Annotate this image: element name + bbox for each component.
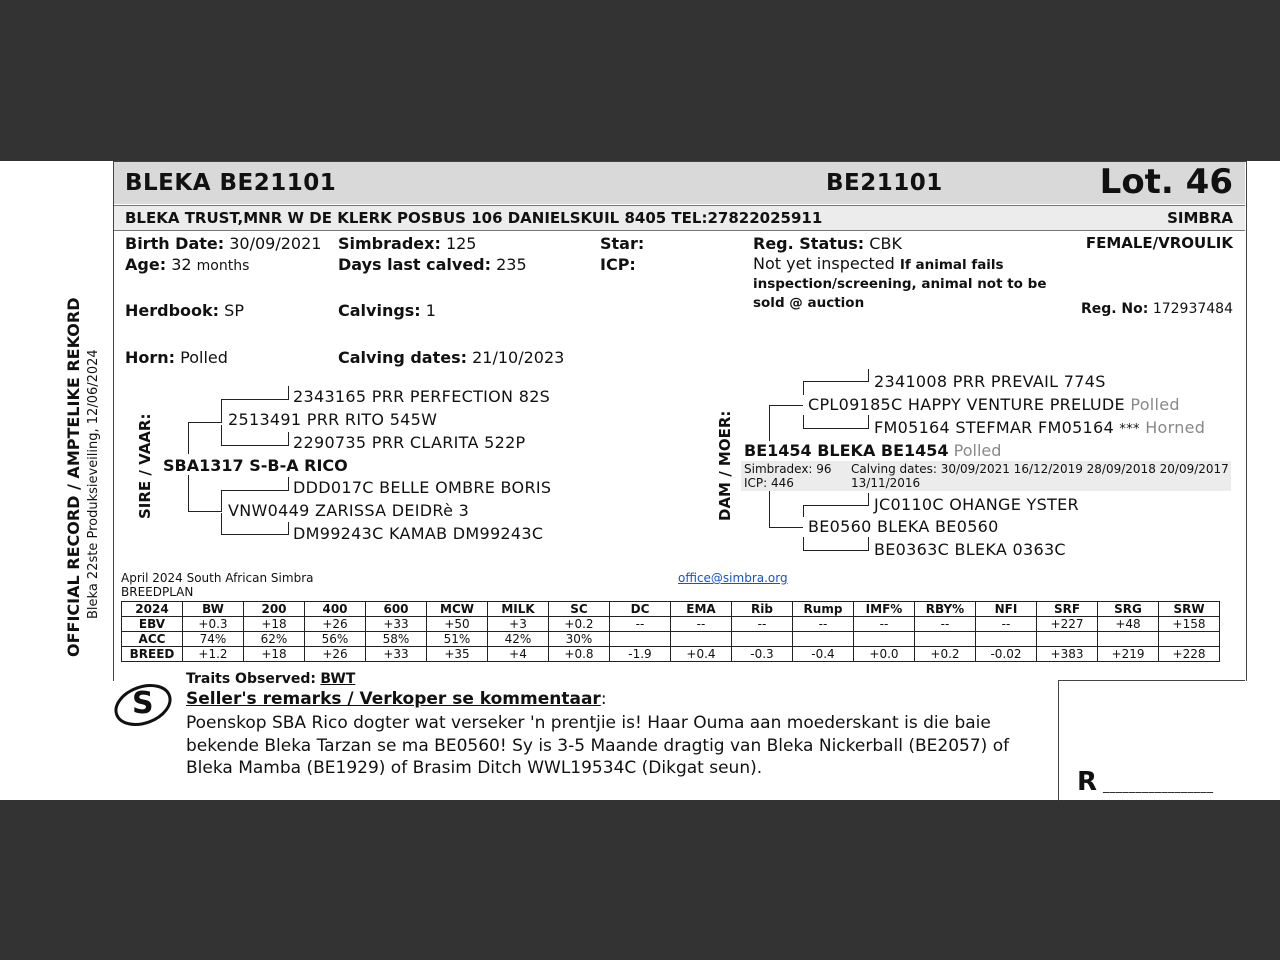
sire-side-label: SIRE / VAAR: bbox=[136, 413, 154, 519]
tree-line bbox=[288, 386, 289, 400]
dam-icp: ICP: 446 bbox=[744, 476, 794, 490]
ebv-cell: +0.2 bbox=[915, 647, 976, 662]
ebv-header-cell: IMF% bbox=[854, 602, 915, 617]
ebv-cell: -- bbox=[671, 617, 732, 632]
days-last-calved: Days last calved: 235 bbox=[338, 255, 527, 274]
ebv-cell: +1.2 bbox=[183, 647, 244, 662]
ebv-cell: -0.3 bbox=[732, 647, 793, 662]
remarks-text: Poenskop SBA Rico dogter wat verseker 'n prentjie is! Haar Ouma aan moederskant is die baie bekende Bleka Tarzan se ma BE0560! Sy is 3-5 Maande dragtig van Bleka Nickerball (BE2057) of Bleka Mamba (BE1929) of Brasim Ditch WWL19534C (Dikgat seun). bbox=[186, 713, 1010, 778]
dam-info-box bbox=[741, 461, 1231, 491]
tree-line bbox=[288, 522, 289, 535]
ebv-cell: +33 bbox=[366, 647, 427, 662]
tree-line bbox=[803, 537, 804, 550]
tree-line bbox=[803, 415, 804, 428]
tree-line bbox=[868, 493, 869, 506]
animal-id: BE21101 bbox=[826, 170, 943, 196]
dam-calving-dates-2: 13/11/2016 bbox=[851, 476, 921, 490]
owner-bar bbox=[114, 205, 1245, 231]
dam-dam-dam: BE0363C BLEKA 0363C bbox=[874, 540, 1066, 559]
sire-dam-dam: DM99243C KAMAB DM99243C bbox=[293, 524, 544, 543]
ebv-cell: +0.2 bbox=[549, 617, 610, 632]
ebv-header-cell: SRF bbox=[1037, 602, 1098, 617]
dam-side-label: DAM / MOER: bbox=[716, 410, 734, 521]
ebv-header-cell: 400 bbox=[305, 602, 366, 617]
tree-line bbox=[221, 399, 222, 422]
sire-sire: 2513491 PRR RITO 545W bbox=[228, 410, 438, 429]
dam-sire-sire: 2341008 PRR PREVAIL 774S bbox=[874, 372, 1106, 391]
ebv-cell: +4 bbox=[488, 647, 549, 662]
ebv-cell: -- bbox=[610, 617, 671, 632]
dam-dam: BE0560 BLEKA BE0560 bbox=[808, 517, 999, 536]
simbradex: Simbradex: 125 bbox=[338, 234, 477, 253]
ebv-header-cell: MILK bbox=[488, 602, 549, 617]
calving-dates: Calving dates: 21/10/2023 bbox=[338, 348, 565, 367]
ebv-cell: 51% bbox=[427, 632, 488, 647]
sire-sire-dam: 2290735 PRR CLARITA 522P bbox=[293, 433, 526, 452]
ebv-cell: -0.4 bbox=[793, 647, 854, 662]
tree-line bbox=[803, 550, 869, 551]
inspection-status: Not yet inspected If animal fails inspection/screening, animal not to be sold @ auction bbox=[753, 254, 1047, 311]
ebv-cell: +227 bbox=[1037, 617, 1098, 632]
animal-name: BLEKA BE21101 bbox=[125, 170, 337, 196]
dam-calving-dates: Calving dates: 30/09/2021 16/12/2019 28/09/2018 20/09/2017 bbox=[851, 462, 1229, 476]
horn: Horn: Polled bbox=[125, 348, 228, 367]
ebv-cell: -- bbox=[976, 617, 1037, 632]
official-record-caption: OFFICIAL RECORD / AMPTELIKE REKORD bbox=[64, 297, 83, 657]
ebv-table bbox=[121, 601, 1220, 662]
header-bar bbox=[114, 162, 1245, 204]
ebv-cell: ACC bbox=[122, 632, 183, 647]
ebv-cell: +0.0 bbox=[854, 647, 915, 662]
tree-line bbox=[221, 445, 289, 446]
ebv-header-cell: EMA bbox=[671, 602, 732, 617]
tree-line bbox=[288, 432, 289, 446]
ebv-cell: -- bbox=[793, 617, 854, 632]
ebv-header-cell: BW bbox=[183, 602, 244, 617]
sire-name: SBA1317 S-B-A RICO bbox=[163, 456, 348, 475]
dam-sire: CPL09185C HAPPY VENTURE PRELUDE Polled bbox=[808, 395, 1180, 414]
sale-caption: Bleka 22ste Produksieveiling, 12/06/2024 bbox=[86, 349, 101, 619]
sire-dam: VNW0449 ZARISSA DEIDRè 3 bbox=[228, 501, 470, 520]
ebv-header-cell: NFI bbox=[976, 602, 1037, 617]
tree-line bbox=[221, 534, 289, 535]
ebv-cell: 62% bbox=[244, 632, 305, 647]
tree-line bbox=[803, 505, 804, 517]
simbra-logo: S bbox=[113, 683, 173, 727]
ebv-cell: -- bbox=[732, 617, 793, 632]
tree-line bbox=[803, 505, 869, 506]
ebv-header-cell: 600 bbox=[366, 602, 427, 617]
lot-number: Lot. 46 bbox=[1099, 162, 1233, 202]
ebv-header-cell: MCW bbox=[427, 602, 488, 617]
tree-line bbox=[868, 369, 869, 382]
tree-line bbox=[188, 511, 222, 512]
email-link[interactable]: office@simbra.org bbox=[678, 571, 788, 585]
reg-no: Reg. No: 172937484 bbox=[1080, 301, 1233, 317]
sire-dam-sire: DDD017C BELLE OMBRE BORIS bbox=[293, 478, 552, 497]
ebv-cell: +228 bbox=[1159, 647, 1220, 662]
herdbook: Herdbook: SP bbox=[125, 301, 244, 320]
star-label: Star: bbox=[600, 234, 645, 253]
dam-name: BE1454 BLEKA BE1454 Polled bbox=[744, 441, 1002, 460]
ebv-header-cell: DC bbox=[610, 602, 671, 617]
tree-line bbox=[188, 475, 189, 511]
sex: FEMALE/VROULIK bbox=[1085, 234, 1233, 252]
ebv-cell bbox=[793, 632, 854, 647]
ebv-cell: +18 bbox=[244, 647, 305, 662]
tree-line bbox=[769, 527, 803, 528]
breed-name: SIMBRA bbox=[1167, 209, 1233, 227]
tree-line bbox=[769, 491, 770, 527]
ebv-cell bbox=[610, 632, 671, 647]
ebv-cell: +383 bbox=[1037, 647, 1098, 662]
ebv-cell: 56% bbox=[305, 632, 366, 647]
ebv-cell: 30% bbox=[549, 632, 610, 647]
traits-observed: Traits Observed: BWT bbox=[186, 671, 356, 687]
age: Age: 32 months bbox=[125, 255, 250, 274]
owner-details: BLEKA TRUST,MNR W DE KLERK POSBUS 106 DANIELSKUIL 8405 TEL:27822025911 bbox=[125, 209, 823, 227]
catalogue-page bbox=[0, 161, 1280, 800]
tree-line bbox=[868, 537, 869, 551]
bid-box bbox=[1058, 680, 1245, 801]
ebv-cell bbox=[854, 632, 915, 647]
ebv-row bbox=[122, 617, 1220, 632]
remarks-title: Seller's remarks / Verkoper se kommentaar: bbox=[186, 689, 607, 709]
ebv-cell: +3 bbox=[488, 617, 549, 632]
ebv-cell: -- bbox=[854, 617, 915, 632]
ebv-cell: 74% bbox=[183, 632, 244, 647]
ebv-cell: -1.9 bbox=[610, 647, 671, 662]
ebv-header-row bbox=[122, 602, 1220, 617]
ebv-cell bbox=[1037, 632, 1098, 647]
tree-line bbox=[221, 490, 289, 491]
ebv-cell: 42% bbox=[488, 632, 549, 647]
ebv-cell: +0.3 bbox=[183, 617, 244, 632]
ebv-cell bbox=[1098, 632, 1159, 647]
r-label: R bbox=[1077, 767, 1098, 797]
ebv-cell bbox=[915, 632, 976, 647]
ebv-cell bbox=[732, 632, 793, 647]
ebv-source: April 2024 South African Simbra BREEDPLAN bbox=[121, 571, 314, 599]
ebv-cell: +26 bbox=[305, 617, 366, 632]
ebv-cell: +33 bbox=[366, 617, 427, 632]
ebv-row bbox=[122, 647, 1220, 662]
ebv-row bbox=[122, 632, 1220, 647]
tree-line bbox=[188, 422, 189, 454]
birth-date: Birth Date: 30/09/2021 bbox=[125, 234, 322, 253]
tree-line bbox=[868, 415, 869, 429]
ebv-header-cell: SRG bbox=[1098, 602, 1159, 617]
sire-sire-sire: 2343165 PRR PERFECTION 82S bbox=[293, 387, 551, 406]
ebv-cell: +0.4 bbox=[671, 647, 732, 662]
ebv-cell bbox=[976, 632, 1037, 647]
ebv-cell: +35 bbox=[427, 647, 488, 662]
ebv-cell: +50 bbox=[427, 617, 488, 632]
reg-status: Reg. Status: CBK bbox=[753, 234, 902, 253]
ebv-header-cell: Rib bbox=[732, 602, 793, 617]
ebv-cell: EBV bbox=[122, 617, 183, 632]
ebv-cell: -- bbox=[915, 617, 976, 632]
ebv-cell: BREED bbox=[122, 647, 183, 662]
tree-line bbox=[221, 513, 222, 535]
ebv-cell: +0.8 bbox=[549, 647, 610, 662]
icp-label: ICP: bbox=[600, 255, 636, 274]
dam-sire-dam: FM05164 STEFMAR FM05164 *** Horned bbox=[874, 418, 1206, 437]
ebv-cell: +158 bbox=[1159, 617, 1220, 632]
ebv-header-cell: SRW bbox=[1159, 602, 1220, 617]
tree-line bbox=[803, 381, 869, 382]
ebv-header-cell: 2024 bbox=[122, 602, 183, 617]
tree-line bbox=[769, 405, 803, 406]
tree-line bbox=[221, 399, 289, 400]
tree-line bbox=[221, 425, 222, 446]
r-line[interactable]: _________________ bbox=[1103, 779, 1214, 793]
tree-line bbox=[803, 428, 869, 429]
ebv-header-cell: Rump bbox=[793, 602, 854, 617]
ebv-cell: 58% bbox=[366, 632, 427, 647]
ebv-cell: +48 bbox=[1098, 617, 1159, 632]
dam-dam-sire: JC0110C OHANGE YSTER bbox=[874, 495, 1079, 514]
tree-line bbox=[188, 422, 222, 423]
tree-line bbox=[769, 405, 770, 441]
tree-line bbox=[803, 381, 804, 395]
ebv-cell: +219 bbox=[1098, 647, 1159, 662]
calvings: Calvings: 1 bbox=[338, 301, 436, 320]
tree-line bbox=[221, 490, 222, 511]
ebv-header-cell: RBY% bbox=[915, 602, 976, 617]
ebv-cell: +18 bbox=[244, 617, 305, 632]
ebv-header-cell: 200 bbox=[244, 602, 305, 617]
ebv-cell: -0.02 bbox=[976, 647, 1037, 662]
ebv-cell: +26 bbox=[305, 647, 366, 662]
ebv-header-cell: SC bbox=[549, 602, 610, 617]
tree-line bbox=[288, 477, 289, 491]
ebv-cell bbox=[1159, 632, 1220, 647]
ebv-cell bbox=[671, 632, 732, 647]
dam-simbradex: Simbradex: 96 bbox=[744, 462, 832, 476]
